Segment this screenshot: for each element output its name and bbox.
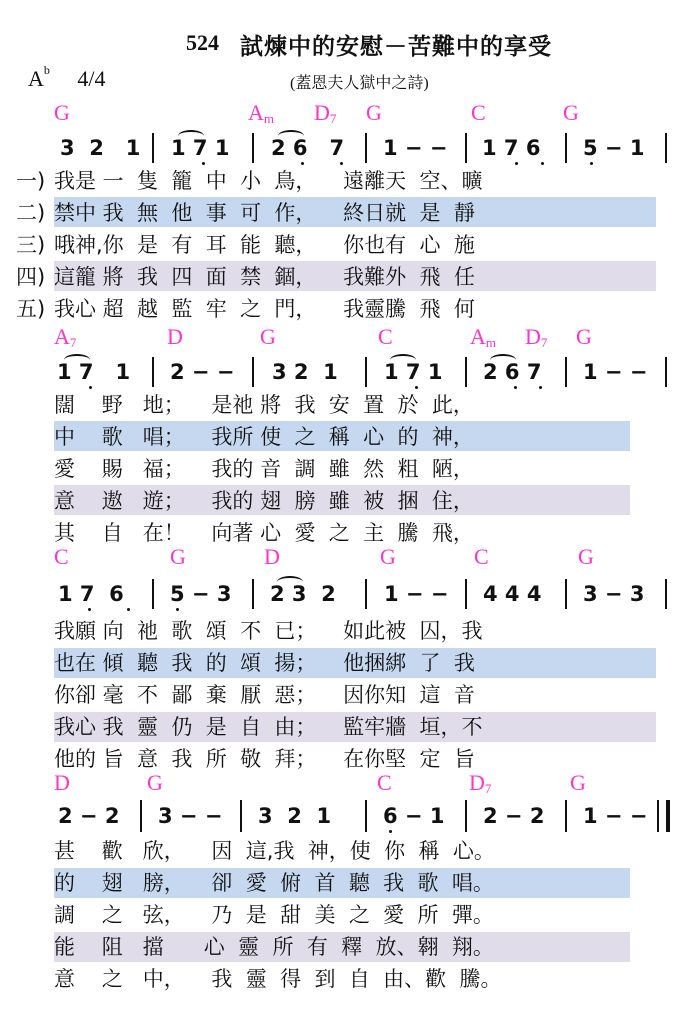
chord: G (147, 770, 163, 795)
chord: G (578, 544, 594, 569)
chord: D (167, 324, 183, 349)
chord: C (474, 544, 489, 569)
chord: G (170, 544, 186, 569)
lyric-line-verse-2: 也在 傾 聽 我 的 頌 揚； 他捆綁 了 我 (54, 651, 475, 675)
lyric-line-verse-1: 闊 野 地； 是祂 將 我 安 置 於 此， (54, 393, 474, 417)
chord: $A_m$ (248, 100, 275, 126)
lyric-line-verse-5: 其 自 在！ 向著 心 愛 之 主 騰 飛， (54, 521, 474, 545)
lyric-line-verse-5: 意 之 中， 我 靈 得 到 自 由、歡 騰。 (54, 967, 502, 991)
hymn-number: 524 (186, 30, 219, 55)
chord: $D_7$ (314, 100, 337, 126)
chord: G (380, 544, 396, 569)
chord: G (570, 770, 586, 795)
lyric-line-verse-2: 中 歌 唱； 我所 使 之 稱 心 的 神， (54, 425, 474, 449)
chord: G (576, 324, 592, 349)
chord: C (471, 100, 486, 125)
hymn-subtitle: (蓋恩夫人獄中之詩) (290, 75, 429, 92)
lyric-line-verse-1: 我願 向 祂 歌 頌 不 已； 如此被 囚，我 (54, 619, 483, 643)
lyric-line-verse-1: 甚 歡 欣， 因 這,我 神，使 你 稱 心。 (54, 839, 495, 863)
lyric-line-verse-1: 一) 我是 一 隻 籠 中 小 鳥， 遠離天 空、曠 (16, 169, 483, 193)
key-letter: A (28, 66, 44, 91)
key-signature (28, 62, 106, 92)
lyric-line-verse-3: 調 之 弦， 乃 是 甜 美 之 愛 所 彈。 (54, 903, 494, 927)
chord: $A_m$ (470, 324, 497, 350)
lyric-line-verse-4: 意 遨 遊； 我的 翅 膀 雖 被 捆 住， (54, 489, 474, 513)
chord: G (563, 100, 579, 125)
lyric-line-verse-2: 二) 禁中 我 無 他 事 可 作， 終日就 是 靜 (16, 201, 475, 225)
key-accidental: b (43, 62, 50, 77)
lyric-line-verse-3: 三) 哦神,你 是 有 耳 能 聽， 你也有 心 施 (16, 233, 475, 257)
lyric-line-verse-4: 我心 我 靈 仍 是 自 由； 監牢牆 垣，不 (54, 715, 483, 739)
lyric-line-verse-5: 五) 我心 超 越 監 牢 之 門， 我靈騰 飛 何 (16, 297, 475, 321)
time-signature: 4/4 (77, 66, 106, 91)
chord: $A_7$ (54, 324, 77, 350)
chord: $D_7$ (469, 770, 492, 796)
chord: C (54, 544, 69, 569)
lyric-line-verse-3: 愛 賜 福； 我的 音 調 雖 然 粗 陋， (54, 457, 474, 481)
chord: G (54, 100, 70, 125)
chord: D (264, 544, 280, 569)
lyric-line-verse-4: 四) 這籠 將 我 四 面 禁 錮， 我難外 飛 任 (16, 265, 475, 289)
chord: C (377, 770, 392, 795)
chord: C (378, 324, 393, 349)
lyric-line-verse-4: 能 阻 擋 心 靈 所 有 釋 放、翱 翔。 (54, 935, 494, 959)
chord: G (366, 100, 382, 125)
final-barline (657, 800, 670, 832)
lyric-line-verse-2: 的 翅 膀， 卻 愛 俯 首 聽 我 歌 唱。 (54, 871, 494, 895)
lyric-line-verse-5: 他的 旨 意 我 所 敬 拜； 在你堅 定 旨 (54, 747, 475, 771)
chord: $D_7$ (525, 324, 548, 350)
hymn-name: 試煉中的安慰－苦難中的享受 (240, 34, 552, 60)
chord: G (260, 324, 276, 349)
chord: D (54, 770, 70, 795)
lyric-line-verse-3: 你卻 毫 不 鄙 棄 厭 惡； 因你知 這 音 (54, 683, 475, 707)
